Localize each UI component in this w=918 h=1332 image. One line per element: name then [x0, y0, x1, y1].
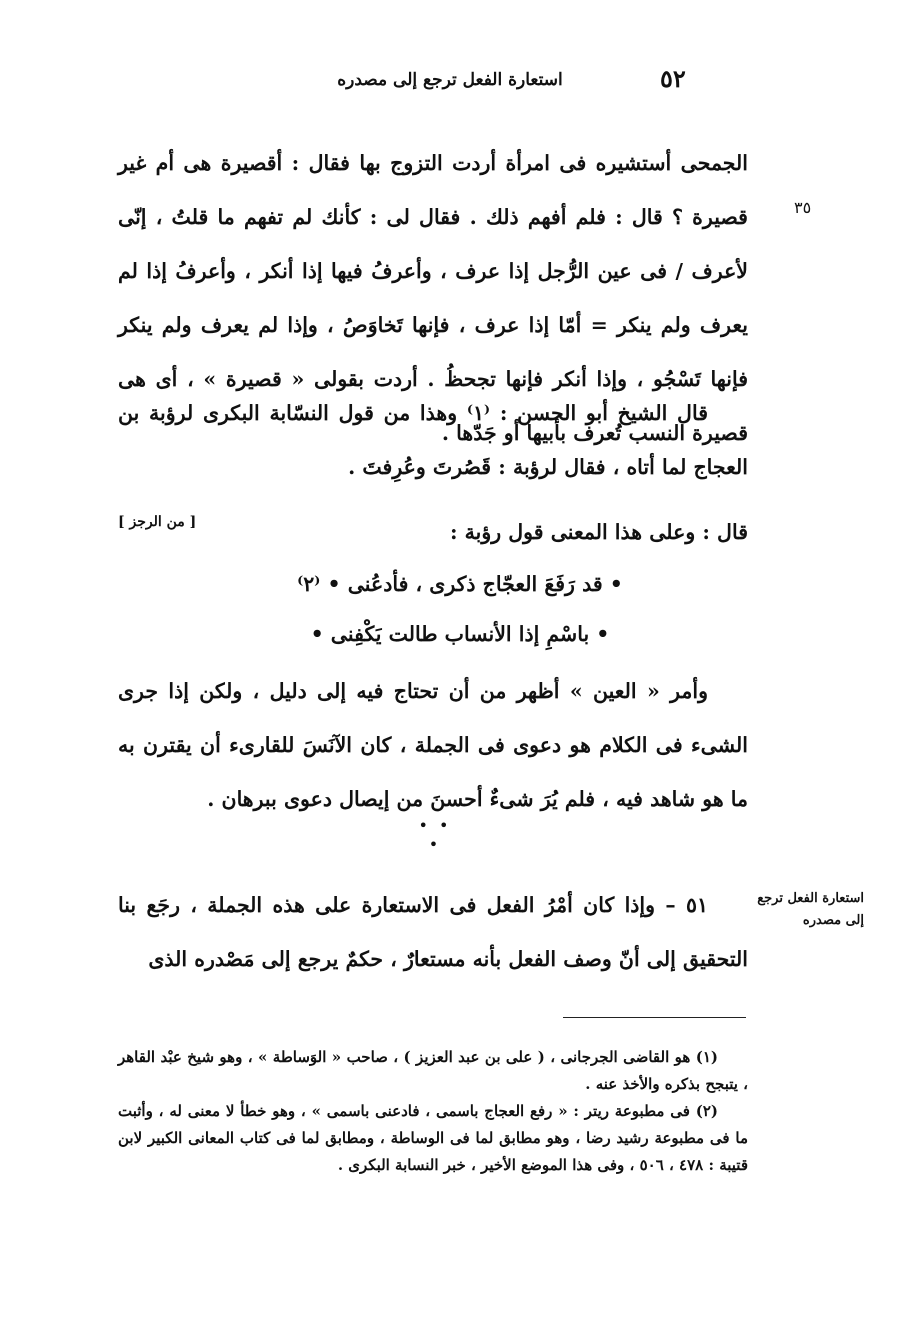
footnote-divider [563, 1017, 746, 1018]
footnotes [118, 1044, 748, 1179]
margin-note-line: استعارة الفعل ترجع [757, 891, 864, 906]
page-number: ٥٢ [660, 64, 686, 93]
paragraph-text: ٥١ – وإذا كان أمْرُ الفعل فى الاستعارة على هذه الجملة ، رجَع بنا التحقيق إلى أنّ وصف الفعل بأنه مستعارٌ ، حكمٌ يرجع إلى مَصْدره الذى [118, 893, 748, 971]
footnote-2: (٢) فى مطبوعة ريتر : « رفع العجاج باسمى ، فادعنى باسمى » ، وهو خطأ لا معنى له ، وأثبت ما فى مطبوعة رشيد رضا ، وهو مطابق لما فى الوساطة ، ومطابق لما فى كتاب المعانى الكبير لابن قتيبة : ٤٧٨ ، ٥٠٦ ، وفى هذا الموضع الأخير ، خبر النسابة البكرى . [118, 1102, 748, 1174]
paragraph-2 [118, 386, 748, 494]
section-separator: • • • [418, 816, 452, 854]
paragraph-text: قال : وعلى هذا المعنى قول رؤبة : [449, 520, 748, 544]
running-title: استعارة الفعل ترجع إلى مصدره [337, 70, 563, 90]
paragraph-4 [118, 664, 748, 826]
verse-line-1: • قد رَفَعَ العجّاج ذكرى ، فأدعُنى • ⁽٢⁾ [297, 572, 623, 596]
paragraph-text: الجمحى أستشيره فى امرأة أردت التزوج بها فقال : أقصيرة هى أم غير قصيرة ؟ قال : فلم أفهم ذلك . فقال لى : كأنك لم تفهم ما قلتُ ، إنّى لأعرف / فى عين الرُّجل إذا عرف ، وأعرفُ فيها إذا أنكر ، وأعرفُ إذا لم يعرف ولم ينكر = أمّا إذا عرف ، فإنها تَخاوَصُ ، وإذا لم يعرف ولم ينكر فإنها تَسْجُو ، وإذا أنكر فإنها تجحظُ . أردت بقولى « قصيرة » ، أى هى قصيرة النسب تُعرف بأبيها أو جَدّها . [118, 151, 748, 445]
margin-note-line: إلى مصدره [802, 913, 864, 928]
paragraph-text: قال الشيخ أبو الحسن : ⁽١⁾ وهذا من قول النسّابة البكرى لرؤبة بن العجاج لما أتاه ، فقال لرؤبة : قَصُرتَ وعُرِفتَ . [118, 401, 748, 479]
paragraph-text: وأمر « العين » أظهر من أن تحتاج فيه إلى دليل ، ولكن إذا جرى الشىء فى الكلام هو دعوى فى الجملة ، كان الآنَسَ للقارىء أن يقترن به ما هو شاهد فيه ، فلم يُرَ شىءٌ أحسنَ من إيصال دعوى ببرهان . [118, 679, 748, 811]
verse-line-2: • باسْمِ إذا الأنساب طالت يَكْفِنى • [310, 622, 610, 646]
footnote-1: (١) هو القاضى الجرجانى ، ( على بن عبد العزيز ) ، صاحب « الوَساطة » ، وهو شيخ عبْد القاهر ، يتبجح بذكره والأخذ عنه . [118, 1048, 748, 1093]
line-number: ٣٥ [794, 198, 812, 217]
meter-label: [ من الرجز ] [118, 514, 197, 530]
verse-intro [118, 505, 748, 559]
paragraph-5 [118, 878, 748, 986]
margin-section-note [756, 888, 864, 932]
